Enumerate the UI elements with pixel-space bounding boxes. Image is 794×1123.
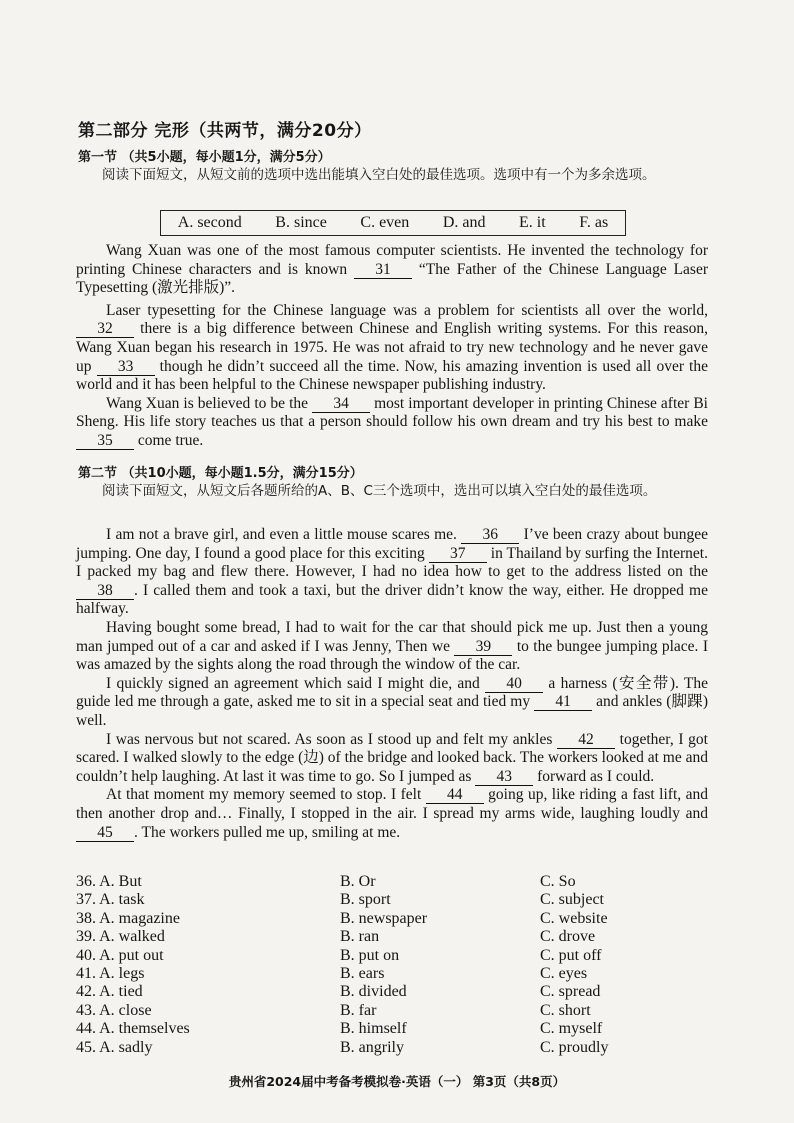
option-a-text: 41. A. legs [76,965,145,983]
text: Having bought some bread, I had to wait for the car that should pick me up. Just then a young man jumped out of a car and asked if I was Jenny, Then we [76,618,708,655]
text: I’ve been crazy about bungee jumping. One day, I found a good place for this exciting [76,526,708,562]
text: most important developer in printing Chinese after Bi Sheng. His life story teaches us that a person should follow his own dream and try his best to make [76,394,708,431]
text: though he didn’t succeed all the time. Now, his amazing invention is used all over the world and it has been helpful to the Chinese newspaper publishing industry. [76,357,708,394]
text: come true. [134,431,204,449]
text: forward as I could. [533,767,655,785]
word-options-box [160,210,626,236]
subsection-1-title: 第一节 （共5小题，每小题1分，满分5分） [78,150,331,165]
blank-39: 39 [454,639,512,656]
text: a harness (安全带). The guide led me through a gate, asked me to sit in a special seat and tied my [76,674,708,711]
passage-1 [76,242,708,451]
subsection-1-instructions: 阅读下面短文，从短文前的选项中选出能填入空白处的最佳选项。选项中有一个为多余选项。 [102,167,656,183]
option-e: E. it [519,214,546,231]
option-c-text: C. eyes [540,965,588,983]
option-c-text: C. subject [540,891,604,909]
passage-1-paragraph [76,242,708,298]
blank-34: 34 [312,396,370,413]
option-a-text: 42. A. tied [76,983,143,1001]
option-b: B. since [275,214,327,231]
section-title: 第二部分 完形（共两节，满分20分） [78,121,372,141]
passage-2-paragraph [76,526,708,619]
option-a-text: 37. A. task [76,891,145,909]
option-c-text: C. drove [540,928,596,946]
option-b-text: B. newspaper [340,909,428,927]
text: . The workers pulled me up, smiling at me. [134,823,401,841]
text: I was nervous but not scared. As soon as I stood up and felt my ankles [106,730,558,748]
question-row [76,1002,716,1020]
passage-2 [76,526,708,842]
option-c: C. even [360,214,410,231]
text: to the bungee jumping place. I was amazed by the sights along the road through the window of the car. [76,637,708,674]
text: and ankles (脚踝) well. [76,693,708,729]
option-b-text: B. far [340,1001,377,1019]
question-row [76,873,716,891]
question-row [76,1020,716,1038]
option-f: F. as [579,214,609,231]
option-b-text: B. divided [340,983,407,1001]
blank-42: 42 [557,732,615,749]
blank-32: 32 [76,321,134,338]
question-row [76,947,716,965]
question-row [76,965,716,983]
text: “The Father of the Chinese Language Laser Typesetting (激光排版)”. [76,260,708,297]
option-b-text: B. ran [340,928,380,946]
option-c-text: C. spread [540,983,601,1001]
option-a-text: 40. A. put out [76,946,164,964]
text: going up, like riding a fast lift, and then another drop and… Finally, I stopped in the air. I spread my arms wide, laughing loudly and [76,786,708,822]
blank-33: 33 [97,359,155,376]
blank-43: 43 [475,769,533,786]
subsection-2-title: 第二节 （共10小题，每小题1.5分，满分15分） [78,466,363,481]
option-c-text: C. website [540,909,608,927]
page-footer: 贵州省2024届中考备考模拟卷·英语（一） 第3页（共8页） [228,1074,566,1089]
question-row [76,983,716,1001]
blank-41: 41 [534,694,592,711]
blank-31: 31 [354,262,412,279]
option-b-text: B. Or [340,873,376,890]
blank-45: 45 [76,825,134,842]
option-b-text: B. himself [340,1020,407,1038]
passage-2-paragraph [76,675,708,731]
question-row [76,910,716,928]
blank-37: 37 [429,546,487,563]
option-a: A. second [177,214,242,231]
option-a-text: 44. A. themselves [76,1020,190,1038]
question-row [76,891,716,909]
option-c-text: C. proudly [540,1038,609,1056]
text: Wang Xuan is believed to be the [106,394,313,412]
blank-40: 40 [485,676,543,693]
blank-38: 38 [76,583,134,600]
option-a-text: 39. A. walked [76,928,165,946]
option-a-text: 43. A. close [76,1001,152,1019]
option-b-text: B. put on [340,946,400,964]
blank-36: 36 [461,527,519,544]
text: together, I got scared. I walked slowly to the edge (边) of the bridge and looked back. The workers looked at me and couldn’t help laughing. At last it was time to go. So I jumped as [76,730,708,785]
option-c-text: C. So [540,873,576,890]
option-a-text: 45. A. sadly [76,1038,153,1056]
option-a-text: 36. A. But [76,873,142,890]
option-c-text: C. put off [540,946,602,964]
blank-35: 35 [76,433,134,450]
passage-1-paragraph [76,302,708,395]
passage-2-paragraph [76,786,708,842]
text: Wang Xuan was one of the most famous computer scientists. He invented the technology for printing Chinese characters and is known [76,242,708,278]
question-options-list [76,873,716,1057]
question-row [76,928,716,946]
subsection-2-instructions: 阅读下面短文，从短文后各题所给的A、B、C三个选项中，选出可以填入空白处的最佳选项。 [102,483,657,499]
text: there is a big difference between Chinese and English writing systems. For this reason, Wang Xuan began his research in 1975. He was not afraid to try new technology and he never gave up [76,320,708,375]
text: I am not a brave girl, and even a little mouse scares me. [106,526,462,543]
option-b-text: B. ears [340,965,385,983]
text: . I called them and took a taxi, but the driver didn’t know the way, either. He dropped me halfway. [76,581,708,618]
option-b-text: B. sport [340,891,391,909]
text: I quickly signed an agreement which said I might die, and [106,674,486,692]
option-b-text: B. angrily [340,1038,404,1056]
text: At that moment my memory seemed to stop. I felt [106,786,426,804]
passage-2-paragraph [76,731,708,787]
passage-2-paragraph [76,619,708,675]
passage-1-paragraph [76,395,708,451]
text: in Thailand by surfing the Internet. I packed my bag and flew there. However, I had no idea how to get to the address listed on the [76,544,708,581]
option-c-text: C. myself [540,1020,603,1038]
option-d: D. and [442,214,486,231]
text: Laser typesetting for the Chinese language was a problem for scientists all over the world, [106,301,708,319]
question-row [76,1039,716,1057]
blank-44: 44 [426,787,484,804]
option-c-text: C. short [540,1001,591,1019]
option-a-text: 38. A. magazine [76,909,180,927]
